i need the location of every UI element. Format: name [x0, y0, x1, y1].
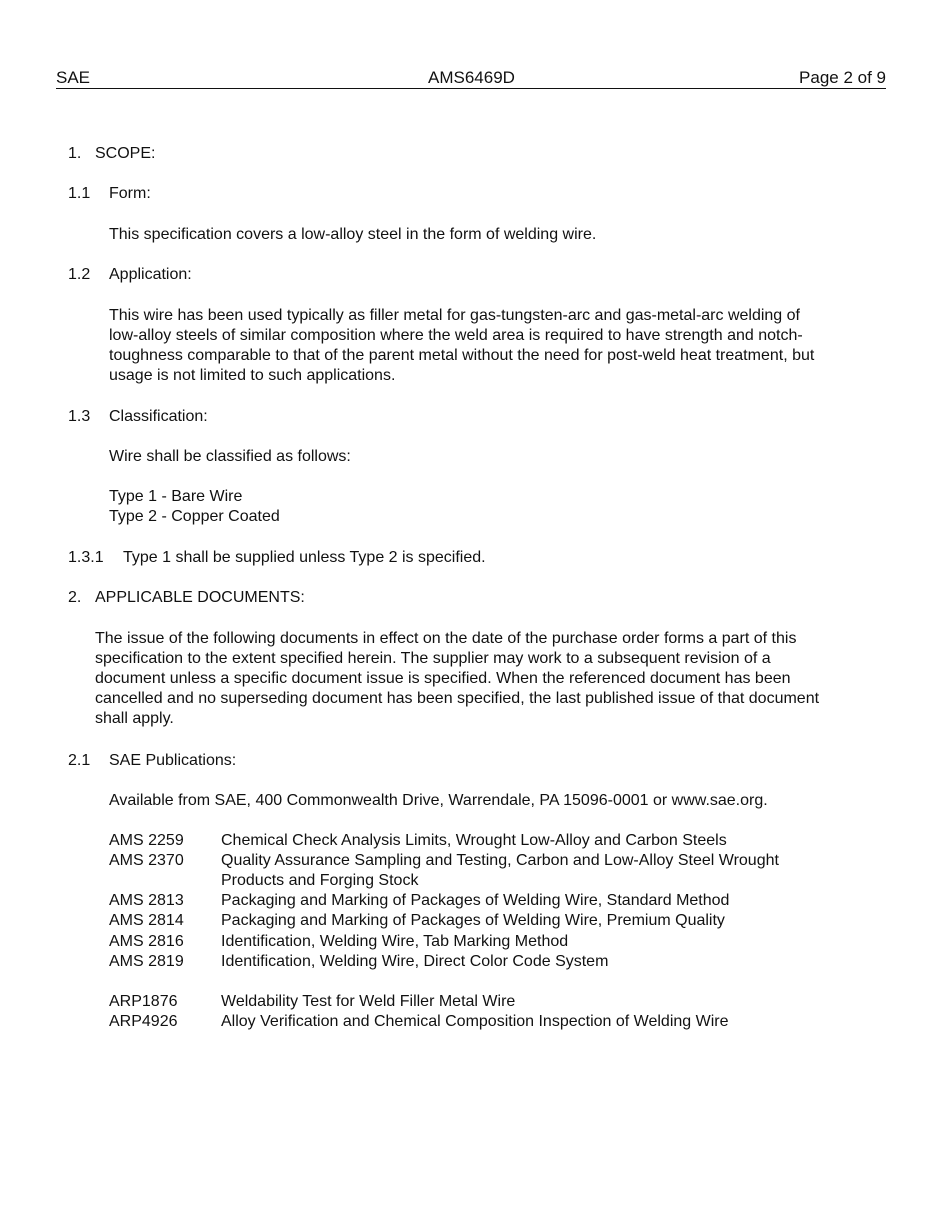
text-line: low-alloy steels of similar composition where the weld area is required to have strength and notch- — [109, 327, 803, 344]
section-number: 1.1 — [68, 185, 91, 202]
reference-code: AMS 2819 — [109, 953, 184, 970]
list-item: Type 2 - Copper Coated — [109, 508, 280, 525]
section-number: 1.3 — [68, 408, 91, 425]
reference-code: ARP4926 — [109, 1013, 178, 1030]
reference-title: Chemical Check Analysis Limits, Wrought Low-Alloy and Carbon Steels — [221, 832, 727, 849]
reference-code: ARP1876 — [109, 993, 178, 1010]
type-list — [109, 487, 879, 527]
section-text: Wire shall be classified as follows: — [109, 448, 351, 465]
text-line: shall apply. — [95, 710, 174, 727]
header-page-number: Page 2 of 9 — [799, 68, 886, 87]
reference-title-line: Products and Forging Stock — [221, 872, 419, 889]
list-item: Type 1 - Bare Wire — [109, 488, 243, 505]
reference-code: AMS 2370 — [109, 852, 184, 869]
reference-title: Packaging and Marking of Packages of Welding Wire, Standard Method — [221, 892, 730, 909]
reference-title: Identification, Welding Wire, Direct Color Code System — [221, 953, 609, 970]
text-line: specification to the extent specified herein. The supplier may work to a subsequent revision of a — [95, 650, 771, 667]
reference-code: AMS 2813 — [109, 892, 184, 909]
section-paragraph — [95, 629, 885, 729]
text-line: document unless a specific document issue is specified. When the referenced document has been — [95, 670, 791, 687]
section-title: SCOPE: — [95, 145, 156, 162]
reference-code: AMS 2259 — [109, 832, 184, 849]
text-line: usage is not limited to such applications. — [109, 367, 396, 384]
text-line: toughness comparable to that of the parent metal without the need for post-weld heat treatment, but — [109, 347, 815, 364]
section-title: Form: — [109, 185, 151, 202]
section-number: 1.2 — [68, 266, 91, 283]
section-title: SAE Publications: — [109, 752, 237, 769]
availability-text: Available from SAE, 400 Commonwealth Drive, Warrendale, PA 15096-0001 or www.sae.org. — [109, 792, 768, 809]
reference-code: AMS 2814 — [109, 912, 184, 929]
text-line: The issue of the following documents in effect on the date of the purchase order forms a part of this — [95, 630, 797, 647]
reference-title: Packaging and Marking of Packages of Welding Wire, Premium Quality — [221, 912, 725, 929]
section-text: This specification covers a low-alloy steel in the form of welding wire. — [109, 226, 597, 243]
section-text: Type 1 shall be supplied unless Type 2 is specified. — [123, 549, 486, 566]
reference-title: Identification, Welding Wire, Tab Marking Method — [221, 933, 569, 950]
reference-title: Alloy Verification and Chemical Composition Inspection of Welding Wire — [221, 1013, 729, 1030]
reference-title — [221, 851, 841, 891]
reference-title: Weldability Test for Weld Filler Metal Wire — [221, 993, 516, 1010]
section-number: 2. — [68, 589, 82, 606]
section-title: Application: — [109, 266, 192, 283]
reference-code: AMS 2816 — [109, 933, 184, 950]
header-org: SAE — [56, 68, 91, 87]
section-number: 1. — [68, 145, 82, 162]
section-title: Classification: — [109, 408, 208, 425]
header-doc-number: AMS6469D — [428, 68, 515, 87]
page-header — [56, 68, 886, 89]
text-line: cancelled and no superseding document has been specified, the last published issue of that document — [95, 690, 820, 707]
text-line: This wire has been used typically as filler metal for gas-tungsten-arc and gas-metal-arc welding of — [109, 307, 800, 324]
section-number: 2.1 — [68, 752, 91, 769]
reference-title-line: Quality Assurance Sampling and Testing, Carbon and Low-Alloy Steel Wrought — [221, 852, 779, 869]
section-number: 1.3.1 — [68, 549, 104, 566]
section-paragraph — [109, 306, 889, 386]
section-title: APPLICABLE DOCUMENTS: — [95, 589, 305, 606]
